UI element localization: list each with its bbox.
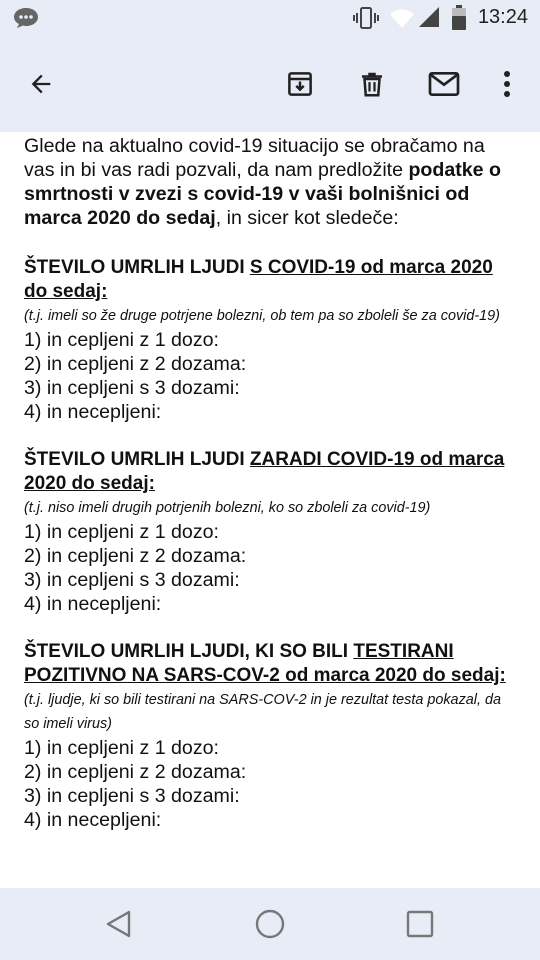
archive-button[interactable] [276,60,324,108]
section-list [24,328,516,424]
trash-icon [357,69,387,99]
list-item: 1) in cepljeni z 1 dozo: [24,737,219,759]
section-due-to-covid [24,448,516,616]
section-tested-positive [24,640,516,832]
section-list [24,520,516,616]
nav-recents-icon [405,909,435,939]
list-item: 1) in cepljeni z 1 dozo: [24,521,219,543]
wifi-icon [389,8,415,30]
section-list [24,736,516,832]
list-item: 2) in cepljeni z 2 dozama: [24,353,247,375]
list-item: 3) in cepljeni s 3 dozami: [24,785,240,807]
list-item: 4) in necepljeni: [24,401,162,423]
intro-paragraph [24,134,516,230]
list-item: 4) in necepljeni: [24,809,162,831]
nav-back-icon [103,908,135,940]
section-heading [24,448,516,496]
mail-button[interactable] [420,60,468,108]
signal-icon [417,5,441,29]
archive-icon [285,69,315,99]
list-item: 1) in cepljeni z 1 dozo: [24,329,219,351]
status-bar [0,0,540,36]
section-heading [24,640,516,688]
app-bar [0,36,540,132]
intro-bold-text: podatke o smrtnosti v zvezi s covid-19 v vaši bolnišnici od marca 2020 do sedaj [24,159,501,229]
section-note: (t.j. ljudje, ki so bili testirani na SARS-COV-2 in je rezultat testa pokazal, da so imeli virus) [24,692,501,732]
intro-text-end: , in sicer kot sledeče: [215,207,399,229]
nav-recents-button[interactable] [396,900,444,948]
back-button[interactable] [17,60,65,108]
list-item: 3) in cepljeni s 3 dozami: [24,569,240,591]
list-item: 3) in cepljeni s 3 dozami: [24,377,240,399]
chat-notification-icon [12,6,40,30]
delete-button[interactable] [348,60,396,108]
mail-icon [428,69,460,99]
list-item: 2) in cepljeni z 2 dozama: [24,545,247,567]
more-vert-icon [502,69,512,99]
section-note: (t.j. imeli so že druge potrjene bolezni, ob tem pa so zboleli še za covid-19) [24,308,500,324]
message-body[interactable] [0,132,540,888]
back-arrow-icon [27,70,55,98]
more-options-button[interactable] [483,60,531,108]
status-time: 13:24 [477,6,528,28]
nav-home-button[interactable] [246,900,294,948]
section-heading-underlined: S COVID-19 od marca 2020 do sedaj: [24,257,493,302]
intro-text: Glede na aktualno covid-19 situacijo se obračamo na vas in bi vas radi pozvali, da nam predložite [24,135,485,181]
nav-back-button[interactable] [95,900,143,948]
section-heading [24,256,516,304]
section-note: (t.j. niso imeli drugih potrjenih bolezni, ko so zboleli za covid-19) [24,500,431,516]
navigation-bar [0,888,540,960]
section-heading-text: ŠTEVILO UMRLIH LJUDI [24,449,250,470]
list-item: 4) in necepljeni: [24,593,162,615]
list-item: 2) in cepljeni z 2 dozama: [24,761,247,783]
section-heading-underlined: ZARADI COVID-19 od marca 2020 do sedaj: [24,449,505,494]
section-heading-underlined: TESTIRANI POZITIVNO NA SARS-COV-2 od marca 2020 do sedaj: [24,641,506,686]
vibrate-icon [353,6,379,30]
section-with-covid [24,256,516,424]
section-heading-text: ŠTEVILO UMRLIH LJUDI [24,257,250,278]
battery-icon [451,5,467,31]
nav-home-icon [254,908,286,940]
section-heading-text: ŠTEVILO UMRLIH LJUDI, KI SO BILI [24,641,354,662]
